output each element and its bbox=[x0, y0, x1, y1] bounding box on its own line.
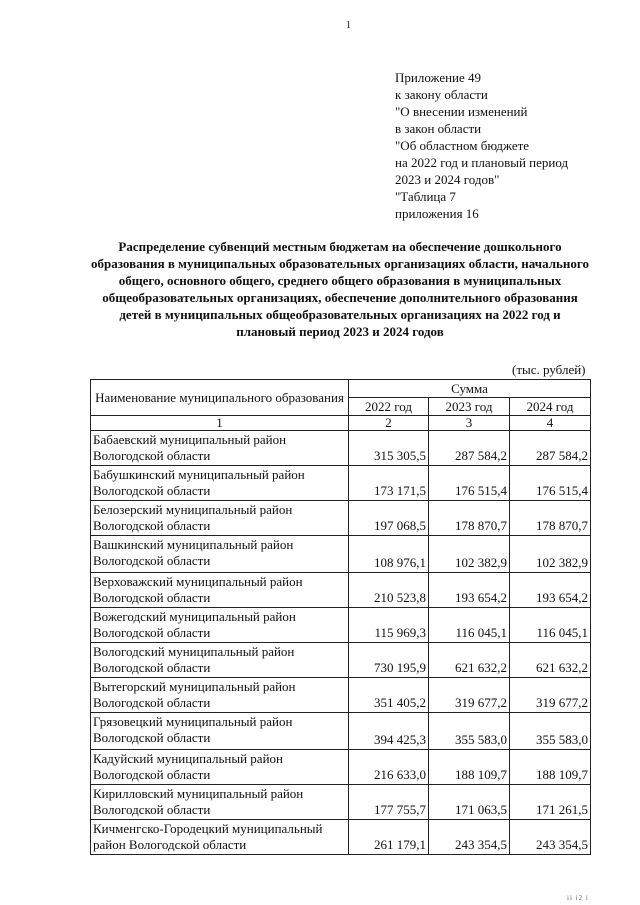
document-heading: Распределение субвенций местным бюджетам на обеспечение дошкольного образования в муниципальных образовательных организациях области, начального общего, основного общего, среднего общего образования в муниципальных общеобразовательных организациях, обеспечение дополнительного образования детей в муниципальных общеобразовательных организациях на 2022 год и плановый период 2023 и 2024 годов bbox=[91, 239, 589, 339]
table-row bbox=[91, 501, 591, 536]
column-header-2023: 2023 год bbox=[429, 398, 510, 416]
row-name-cell: Кадуйский муниципальный район Вологодской области bbox=[91, 750, 349, 785]
value-2022-cell: 108 976,1 bbox=[349, 536, 429, 573]
value-2022-cell: 315 305,5 bbox=[349, 431, 429, 466]
page-number: 1 bbox=[346, 20, 351, 31]
row-name-cell: Вашкинский муниципальный район Вологодской области bbox=[91, 536, 349, 573]
value-2023-cell: 355 583,0 bbox=[429, 713, 510, 750]
appendix-line: к закону области bbox=[395, 87, 488, 102]
index-cell: 3 bbox=[429, 416, 510, 431]
table-row bbox=[91, 785, 591, 820]
value-2023-cell: 243 354,5 bbox=[429, 820, 510, 855]
value-2024-cell: 355 583,0 bbox=[510, 713, 591, 750]
row-name-cell: Вытегорский муниципальный район Вологодской области bbox=[91, 678, 349, 713]
appendix-reference bbox=[395, 69, 625, 222]
row-name-cell: Грязовецкий муниципальный район Вологодской области bbox=[91, 713, 349, 750]
value-2023-cell: 287 584,2 bbox=[429, 431, 510, 466]
row-name-cell: Белозерский муниципальный район Вологодской области bbox=[91, 501, 349, 536]
row-name-cell: Кичменгско-Городецкий муниципальный район Вологодской области bbox=[91, 820, 349, 855]
table-row bbox=[91, 678, 591, 713]
value-2024-cell: 171 261,5 bbox=[510, 785, 591, 820]
value-2022-cell: 197 068,5 bbox=[349, 501, 429, 536]
column-header-sum: Сумма bbox=[349, 380, 591, 398]
column-header-2022: 2022 год bbox=[349, 398, 429, 416]
table-row bbox=[91, 608, 591, 643]
appendix-line: приложения 16 bbox=[395, 206, 479, 221]
value-2024-cell: 621 632,2 bbox=[510, 643, 591, 678]
subvention-table bbox=[90, 379, 591, 855]
table-row bbox=[91, 431, 591, 466]
value-2022-cell: 173 171,5 bbox=[349, 466, 429, 501]
column-header-name: Наименование муниципального образования bbox=[91, 380, 349, 416]
value-2023-cell: 102 382,9 bbox=[429, 536, 510, 573]
footer-mark: ii i2 i bbox=[567, 894, 589, 902]
value-2022-cell: 210 523,8 bbox=[349, 573, 429, 608]
table-row bbox=[91, 713, 591, 750]
row-name-cell: Вожегодский муниципальный район Вологодской области bbox=[91, 608, 349, 643]
appendix-line: Приложение 49 bbox=[395, 70, 482, 85]
value-2022-cell: 730 195,9 bbox=[349, 643, 429, 678]
value-2023-cell: 193 654,2 bbox=[429, 573, 510, 608]
table-row bbox=[91, 466, 591, 501]
index-cell: 2 bbox=[349, 416, 429, 431]
index-cell: 1 bbox=[91, 416, 349, 431]
row-name-cell: Кирилловский муниципальный район Вологодской области bbox=[91, 785, 349, 820]
appendix-line: в закон области bbox=[395, 121, 482, 136]
row-name-cell: Бабаевский муниципальный район Вологодской области bbox=[91, 431, 349, 466]
table-row bbox=[91, 820, 591, 855]
value-2024-cell: 319 677,2 bbox=[510, 678, 591, 713]
value-2023-cell: 178 870,7 bbox=[429, 501, 510, 536]
value-2022-cell: 351 405,2 bbox=[349, 678, 429, 713]
value-2022-cell: 177 755,7 bbox=[349, 785, 429, 820]
value-2023-cell: 176 515,4 bbox=[429, 466, 510, 501]
value-2023-cell: 116 045,1 bbox=[429, 608, 510, 643]
value-2023-cell: 319 677,2 bbox=[429, 678, 510, 713]
value-2022-cell: 115 969,3 bbox=[349, 608, 429, 643]
value-2024-cell: 176 515,4 bbox=[510, 466, 591, 501]
value-2023-cell: 171 063,5 bbox=[429, 785, 510, 820]
value-2024-cell: 178 870,7 bbox=[510, 501, 591, 536]
value-2024-cell: 287 584,2 bbox=[510, 431, 591, 466]
table-row bbox=[91, 573, 591, 608]
row-name-cell: Бабушкинский муниципальный район Вологодской области bbox=[91, 466, 349, 501]
value-2023-cell: 188 109,7 bbox=[429, 750, 510, 785]
value-2024-cell: 193 654,2 bbox=[510, 573, 591, 608]
value-2023-cell: 621 632,2 bbox=[429, 643, 510, 678]
table-row bbox=[91, 750, 591, 785]
appendix-line: "О внесении изменений bbox=[395, 104, 528, 119]
index-cell: 4 bbox=[510, 416, 591, 431]
row-name-cell: Верховажский муниципальный район Вологодской области bbox=[91, 573, 349, 608]
appendix-line: 2023 и 2024 годов" bbox=[395, 172, 500, 187]
value-2022-cell: 394 425,3 bbox=[349, 713, 429, 750]
appendix-line: "Об областном бюджете bbox=[395, 138, 530, 153]
appendix-line: "Таблица 7 bbox=[395, 189, 456, 204]
value-2024-cell: 102 382,9 bbox=[510, 536, 591, 573]
value-2024-cell: 116 045,1 bbox=[510, 608, 591, 643]
appendix-line: на 2022 год и плановый период bbox=[395, 155, 569, 170]
value-2022-cell: 261 179,1 bbox=[349, 820, 429, 855]
table-row bbox=[91, 536, 591, 573]
table-row bbox=[91, 643, 591, 678]
column-header-2024: 2024 год bbox=[510, 398, 591, 416]
value-2022-cell: 216 633,0 bbox=[349, 750, 429, 785]
value-2024-cell: 243 354,5 bbox=[510, 820, 591, 855]
row-name-cell: Вологодский муниципальный район Вологодской области bbox=[91, 643, 349, 678]
value-2024-cell: 188 109,7 bbox=[510, 750, 591, 785]
units-label: (тыс. рублей) bbox=[512, 362, 586, 377]
